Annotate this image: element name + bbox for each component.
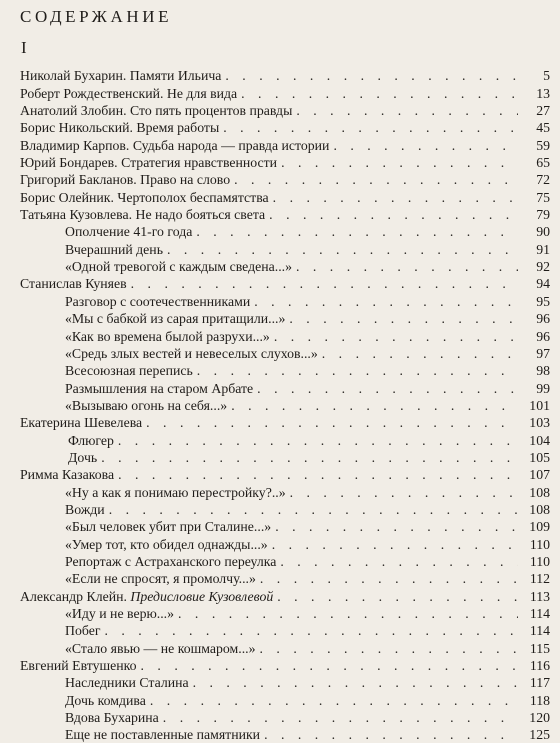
toc-entry-title-text: «Средь злых вестей и невеселых слухов...»: [65, 345, 318, 361]
toc-entry-title-text: Римма Казакова: [20, 467, 115, 483]
toc-entry-title: [65, 693, 146, 709]
dot-leader: [231, 398, 518, 414]
toc-entry-title: [65, 329, 270, 345]
toc-entry-page-number: 98: [536, 363, 550, 379]
toc-entry-page-number: 120: [529, 710, 550, 726]
toc-entry-title-text: Наследники Сталина: [65, 675, 189, 691]
dot-leader: [260, 641, 518, 657]
dot-leader: [101, 450, 518, 466]
toc-entry-title: [20, 103, 292, 119]
toc-entry-title: [65, 727, 260, 743]
toc-entry: [0, 188, 560, 205]
dot-leader: [131, 276, 518, 292]
toc-entry-title-text: Еще не поставленные памятники: [65, 727, 261, 743]
toc-entry: [0, 414, 560, 431]
toc-entry: [0, 431, 560, 448]
toc-entry-page-number: 95: [536, 293, 550, 309]
toc-entry-page-number: 107: [529, 467, 550, 483]
toc-entry-title: [68, 450, 97, 466]
toc-entry-page-number: 112: [529, 571, 550, 587]
toc-entry-title: [20, 467, 114, 483]
toc-entry-page-number: 101: [529, 397, 550, 413]
dot-leader: [260, 571, 518, 587]
toc-entry: [0, 518, 560, 535]
dot-leader: [197, 363, 518, 379]
dot-leader: [241, 86, 518, 102]
toc-entry: [0, 535, 560, 552]
toc-entry-title: [65, 311, 285, 327]
toc-entry-title: [65, 641, 256, 657]
toc-entry-page-number: 114: [529, 623, 550, 639]
toc-entry-page-number: 125: [529, 727, 550, 743]
toc-entry-page-number: 45: [536, 120, 550, 136]
dot-leader: [118, 433, 518, 449]
toc-entry-title-text: Дочь комдива: [65, 692, 146, 708]
toc-entry-title-text: Григорий Бакланов. Право на слово: [20, 172, 231, 188]
toc-entry: [0, 501, 560, 518]
toc-entry: [0, 84, 560, 101]
toc-entry-title: [68, 433, 114, 449]
dot-leader: [290, 485, 518, 501]
toc-entry: [0, 171, 560, 188]
toc-entry-title-text: Флюгер: [68, 432, 114, 448]
dot-leader: [275, 519, 518, 535]
toc-entry-title-text: Юрий Бондарев. Стратегия нравственности: [20, 155, 278, 171]
dot-leader: [257, 381, 518, 397]
toc-entry-page-number: 59: [536, 137, 550, 153]
toc-entry: [0, 726, 560, 743]
toc-entry-page-number: 27: [536, 103, 550, 119]
toc-entry: [0, 449, 560, 466]
toc-entry-title-text: «Если не спросят, я промолчу...»: [65, 571, 256, 587]
toc-entry: [0, 483, 560, 500]
toc-entry-title: [65, 519, 271, 535]
toc-entry-page-number: 108: [529, 501, 550, 517]
toc-entry-title-text: Николай Бухарин. Памяти Ильича: [20, 68, 222, 84]
toc-entry: [0, 240, 560, 257]
toc-entry-title-text: Борис Никольский. Время работы: [20, 120, 220, 136]
toc-entry-title: [65, 710, 159, 726]
toc-entry-title: [20, 276, 127, 292]
dot-leader: [223, 120, 518, 136]
toc-entry-page-number: 110: [529, 553, 550, 569]
toc-entry-page-number: 114: [529, 606, 550, 621]
table-of-contents: [0, 67, 560, 743]
toc-entry-page-number: 108: [529, 484, 550, 500]
toc-entry-title: [20, 207, 265, 223]
dot-leader: [269, 207, 518, 223]
toc-entry-page-number: 99: [536, 380, 550, 396]
toc-entry: [0, 397, 560, 414]
toc-entry: [0, 154, 560, 171]
toc-entry-page-number: 65: [536, 155, 550, 171]
toc-entry-title: [65, 224, 192, 240]
toc-entry: [0, 310, 560, 327]
dot-leader: [196, 224, 518, 240]
dot-leader: [272, 537, 518, 553]
part-number: I: [21, 38, 27, 57]
toc-entry: [0, 292, 560, 309]
toc-entry-title: [20, 190, 269, 206]
toc-entry-title: [65, 381, 253, 397]
toc-entry-title-text: Побег: [65, 623, 101, 639]
toc-entry: [0, 709, 560, 726]
toc-entry: [0, 136, 560, 153]
dot-leader: [178, 606, 518, 622]
toc-entry-title: [20, 658, 137, 674]
toc-entry-page-number: 113: [529, 588, 550, 604]
toc-entry-title-text: Евгений Евтушенко: [20, 658, 137, 674]
toc-entry-title: [20, 86, 237, 102]
dot-leader: [289, 311, 518, 327]
dot-leader: [254, 294, 518, 310]
contents-heading: СОДЕРЖАНИЕ: [20, 7, 173, 26]
dot-leader: [104, 623, 518, 639]
toc-entry-title: [20, 172, 230, 188]
toc-entry-title: [65, 606, 174, 622]
dot-leader: [234, 172, 518, 188]
toc-entry-title: [65, 259, 292, 275]
toc-entry-title-text: Разговор с соотечественниками: [65, 293, 251, 309]
toc-entry-title-text: «Вызываю огонь на себя...»: [65, 397, 228, 413]
toc-entry: [0, 639, 560, 656]
toc-entry-title-text: Александр Клейн.: [20, 588, 131, 604]
toc-entry: [0, 570, 560, 587]
toc-entry: [0, 119, 560, 136]
toc-entry-title: [65, 554, 276, 570]
toc-entry-title-text: «Иду и не верю...»: [65, 606, 175, 621]
toc-entry-page-number: 117: [529, 675, 550, 691]
toc-entry-title-text: «Ну а как я понимаю перестройку?..»: [65, 484, 286, 500]
toc-entry-title-text: «Мы с бабкой из сарая притащили...»: [65, 311, 286, 327]
toc-entry: [0, 223, 560, 240]
toc-entry-title: [20, 120, 219, 136]
toc-entry-title-text: «Умер тот, кто обидел однажды...»: [65, 536, 268, 552]
dot-leader: [109, 502, 518, 518]
toc-entry-page-number: 92: [536, 259, 550, 275]
toc-entry-title-text: «Стало явью — не кошмаром...»: [65, 640, 256, 656]
toc-entry-page-number: 109: [529, 519, 550, 535]
toc-entry-title: [65, 675, 189, 691]
toc-entry-title: [65, 571, 256, 587]
toc-entry-page-number: 116: [529, 658, 550, 674]
toc-entry: [0, 691, 560, 708]
toc-entry-page-number: 79: [536, 207, 550, 223]
dot-leader: [322, 346, 518, 362]
toc-entry-page-number: 118: [529, 692, 550, 708]
toc-entry: [0, 327, 560, 344]
toc-entry-title: [65, 294, 250, 310]
toc-entry-title-text: «Как во времена былой разрухи...»: [65, 328, 270, 344]
toc-entry: [0, 466, 560, 483]
dot-leader: [264, 727, 518, 743]
dot-leader: [167, 242, 518, 258]
dot-leader: [274, 329, 518, 345]
dot-leader: [333, 138, 518, 154]
toc-entry-title-text: Вдова Бухарина: [65, 710, 159, 726]
toc-entry: [0, 362, 560, 379]
toc-entry-title-text: Борис Олейник. Чертополох беспамятства: [20, 189, 269, 205]
dot-leader: [146, 415, 518, 431]
toc-entry-title-text: Татьяна Кузовлева. Не надо бояться света: [20, 207, 266, 223]
toc-entry: [0, 622, 560, 639]
toc-entry-title: [65, 623, 100, 639]
dot-leader: [273, 190, 518, 206]
toc-entry-page-number: 90: [536, 224, 550, 240]
dot-leader: [163, 710, 518, 726]
toc-entry: [0, 102, 560, 119]
toc-entry-title: [20, 138, 329, 154]
toc-entry-title: [65, 346, 318, 362]
toc-entry: [0, 587, 560, 604]
toc-entry: [0, 379, 560, 396]
toc-entry-page-number: 91: [536, 241, 550, 257]
toc-entry-page-number: 94: [536, 276, 550, 292]
toc-entry-page-number: 115: [529, 640, 550, 656]
dot-leader: [150, 693, 518, 709]
toc-entry-page-number: 96: [536, 328, 550, 344]
toc-entry-title: [20, 68, 221, 84]
toc-entry: [0, 275, 560, 292]
toc-entry-page-number: 103: [529, 415, 550, 431]
toc-entry-title-text: «Был человек убит при Сталине...»: [65, 519, 272, 535]
toc-entry-title: [65, 502, 105, 518]
toc-entry-page-number: 5: [543, 68, 550, 84]
toc-entry: [0, 206, 560, 223]
toc-entry: [0, 674, 560, 691]
dot-leader: [141, 658, 518, 674]
toc-entry-title: [20, 415, 142, 431]
toc-entry-page-number: 97: [536, 345, 550, 361]
toc-entry-title-text: Всесоюзная перепись: [65, 363, 193, 379]
toc-entry-title: [65, 398, 227, 414]
toc-entry-title-text: Станислав Куняев: [20, 276, 127, 292]
dot-leader: [225, 68, 518, 84]
toc-entry: [0, 657, 560, 674]
toc-entry-italic-note: Предисловие Кузовлевой: [130, 588, 274, 604]
toc-entry-title-text: Репортаж с Астраханского переулка: [65, 553, 277, 569]
toc-entry-title: [20, 589, 273, 605]
dot-leader: [277, 589, 518, 605]
toc-entry-page-number: 75: [536, 189, 550, 205]
toc-entry: [0, 553, 560, 570]
dot-leader: [193, 675, 518, 691]
toc-entry-title: [65, 363, 193, 379]
dot-leader: [118, 467, 518, 483]
toc-entry-title-text: Вчерашний день: [65, 241, 163, 257]
toc-entry: [0, 345, 560, 362]
toc-entry-title-text: Ополчение 41-го года: [65, 224, 193, 240]
toc-entry-page-number: 104: [529, 432, 550, 448]
toc-entry-page-number: 13: [536, 85, 550, 101]
dot-leader: [296, 259, 518, 275]
toc-entry-title: [65, 242, 163, 258]
toc-entry-title: [65, 537, 268, 553]
toc-entry: [0, 258, 560, 275]
dot-leader: [281, 155, 518, 171]
dot-leader: [280, 554, 518, 570]
toc-entry-title-text: Размышления на старом Арбате: [65, 380, 254, 396]
toc-entry-title-text: Владимир Карпов. Судьба народа — правда истории: [20, 137, 330, 153]
toc-entry-page-number: 110: [529, 536, 550, 552]
toc-entry-title-text: Вожди: [65, 501, 105, 517]
toc-entry-page-number: 96: [536, 311, 550, 327]
toc-entry-page-number: 105: [529, 449, 550, 465]
toc-entry-title-text: Екатерина Шевелева: [20, 415, 143, 431]
toc-entry-title-text: Роберт Рождественский. Не для вида: [20, 85, 238, 101]
toc-entry-title: [65, 485, 286, 501]
toc-entry-title: [20, 155, 277, 171]
dot-leader: [296, 103, 518, 119]
toc-entry-title-text: Анатолий Злобин. Сто пять процентов правды: [20, 103, 293, 119]
toc-entry-page-number: 72: [536, 172, 550, 188]
toc-entry: [0, 67, 560, 84]
toc-entry-title-text: Дочь: [68, 449, 98, 465]
toc-entry: [0, 605, 560, 622]
toc-entry-title-text: «Одной тревогой с каждым сведена...»: [65, 259, 292, 275]
